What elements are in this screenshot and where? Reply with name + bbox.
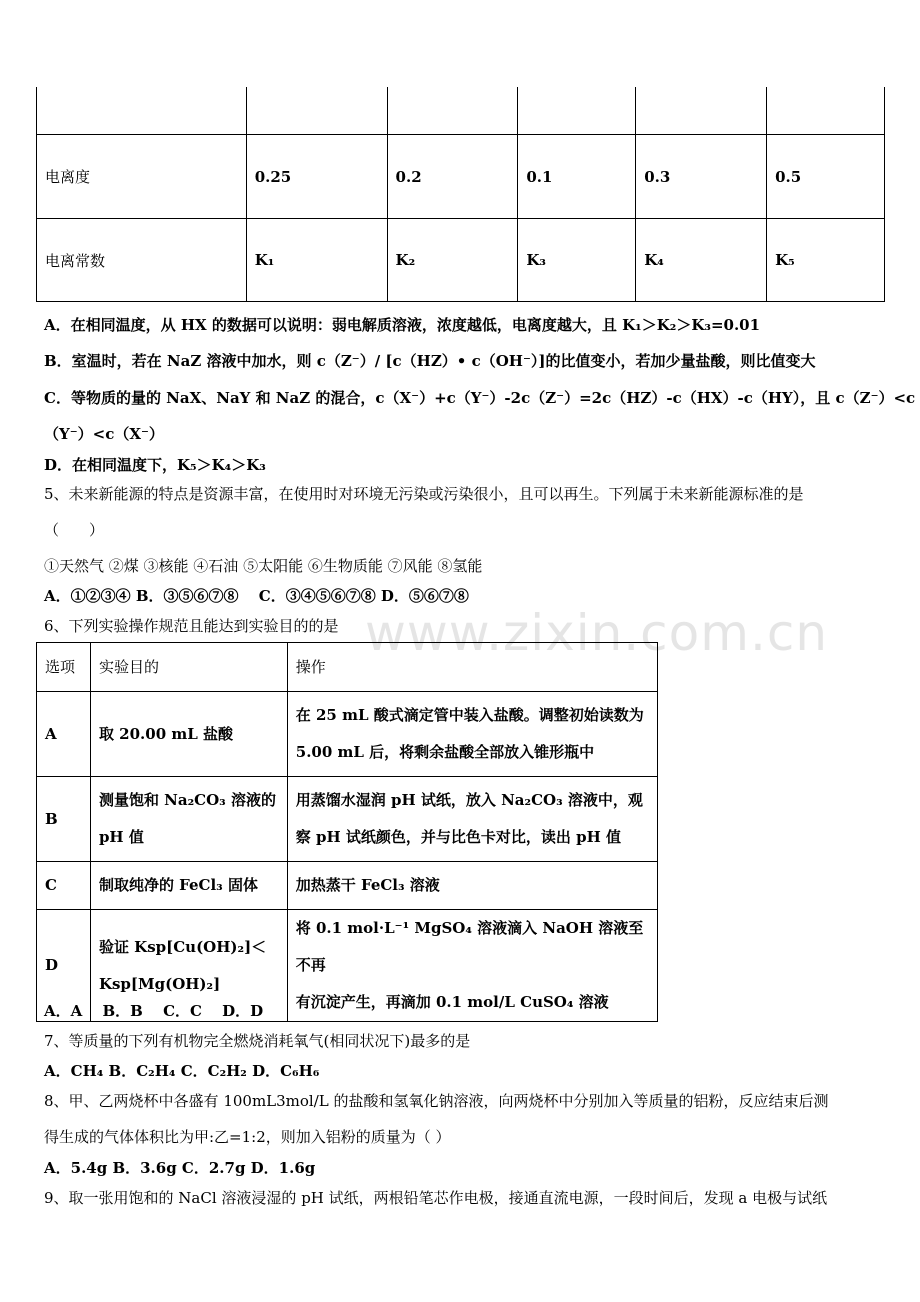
table-cell: [767, 87, 885, 135]
operation-line: 5.00 mL 后，将剩余盐酸全部放入锥形瓶中: [295, 743, 595, 761]
q6-options: A．A B．B C．C D．D: [44, 1002, 264, 1020]
operation-line: 在 25 mL 酸式滴定管中装入盐酸。调整初始读数为: [295, 706, 644, 724]
table-cell: K₄: [636, 219, 767, 302]
operation-line: 用蒸馏水湿润 pH 试纸，放入 Na₂CO₃ 溶液中，观: [295, 791, 643, 809]
goal-line: Ksp[Mg(OH)₂]: [98, 974, 221, 993]
q5-stem-line2: （ ）: [44, 521, 105, 539]
goal-cell: 制取纯净的 FeCl₃ 固体: [90, 862, 287, 910]
q4-option-b: B．室温时，若在 NaZ 溶液中加水，则 c（Z⁻）/ [c（HZ）• c（OH⁻）]的比值变小，若加少量盐酸，则比值变大: [44, 352, 816, 370]
watermark: www.zixin.com.cn: [365, 604, 829, 662]
goal-line: 验证 Ksp[Cu(OH)₂]＜: [98, 937, 267, 956]
goal-line: pH 值: [98, 828, 144, 846]
table-row: [37, 777, 658, 862]
header-cell: 选项: [37, 643, 91, 692]
option-key: D: [37, 910, 91, 1022]
q6-stem: 6、下列实验操作规范且能达到实验目的的是: [44, 617, 339, 635]
table-cell: [246, 87, 387, 135]
q5-options: A．①②③④ B．③⑤⑥⑦⑧ C．③④⑤⑥⑦⑧ D．⑤⑥⑦⑧: [44, 587, 469, 605]
table-cell: 电离常数: [37, 219, 247, 302]
ionization-table: [36, 87, 885, 302]
q9-stem-line1: 9、取一张用饱和的 NaCl 溶液浸湿的 pH 试纸，两根铅笔芯作电极，接通直流电源，一段时间后，发现 a 电极与试纸: [44, 1189, 828, 1207]
goal-cell: [90, 777, 287, 862]
operation-line: 有沉淀产生，再滴加 0.1 mol/L CuSO₄ 溶液: [295, 993, 609, 1011]
table-header-row: [37, 643, 658, 692]
table-row: [37, 87, 885, 135]
table-cell: [518, 87, 636, 135]
q4-option-c-line1: C．等物质的量的 NaX、NaY 和 NaZ 的混合，c（X⁻）+c（Y⁻）-2c（Z⁻）=2c（HZ）-c（HX）-c（HY），且 c（Z⁻）<c: [44, 389, 916, 407]
header-cell: 实验目的: [90, 643, 287, 692]
table-cell: K₃: [518, 219, 636, 302]
table-cell: 0.2: [387, 135, 518, 219]
operation-line: 察 pH 试纸颜色，并与比色卡对比，读出 pH 值: [295, 828, 621, 846]
goal-cell: 取 20.00 mL 盐酸: [90, 692, 287, 777]
operation-cell: [287, 910, 657, 1022]
table-cell: 电离度: [37, 135, 247, 219]
table-row: [37, 135, 885, 219]
q8-options: A．5.4g B．3.6g C．2.7g D．1.6g: [44, 1159, 316, 1177]
option-key: C: [37, 862, 91, 910]
q8-stem-line2: 得生成的气体体积比为甲:乙=1:2，则加入铝粉的质量为（ ）: [44, 1128, 451, 1146]
table-cell: 0.25: [246, 135, 387, 219]
option-key: A: [37, 692, 91, 777]
operation-line: 将 0.1 mol·L⁻¹ MgSO₄ 溶液滴入 NaOH 溶液至不再: [295, 919, 644, 974]
q5-stem-line1: 5、未来新能源的特点是资源丰富，在使用时对环境无污染或污染很小，且可以再生。下列属于未来新能源标准的是: [44, 485, 804, 503]
table-row: [37, 862, 658, 910]
table-cell: K₂: [387, 219, 518, 302]
table-row: [37, 692, 658, 777]
q5-items: ①天然气 ②煤 ③核能 ④石油 ⑤太阳能 ⑥生物质能 ⑦风能 ⑧氢能: [44, 557, 483, 575]
operation-cell: 加热蒸干 FeCl₃ 溶液: [287, 862, 657, 910]
experiment-table: [36, 642, 658, 1022]
q8-stem-line1: 8、甲、乙两烧杯中各盛有 100mL3mol/L 的盐酸和氢氧化钠溶液，向两烧杯中分别加入等质量的铝粉，反应结束后测: [44, 1092, 829, 1110]
table-cell: K₅: [767, 219, 885, 302]
table-cell: 0.1: [518, 135, 636, 219]
table-cell: [636, 87, 767, 135]
table-row: [37, 219, 885, 302]
operation-cell: [287, 692, 657, 777]
option-key: B: [37, 777, 91, 862]
q4-option-c-line2: （Y⁻）<c（X⁻）: [44, 425, 164, 443]
header-cell: 操作: [287, 643, 657, 692]
q7-stem: 7、等质量的下列有机物完全燃烧消耗氧气(相同状况下)最多的是: [44, 1032, 471, 1050]
q4-option-a: A．在相同温度，从 HX 的数据可以说明：弱电解质溶液，浓度越低，电离度越大，且 K₁＞K₂＞K₃=0.01: [44, 316, 761, 334]
table-cell: 0.5: [767, 135, 885, 219]
table-cell: K₁: [246, 219, 387, 302]
operation-cell: [287, 777, 657, 862]
table-cell: [387, 87, 518, 135]
q4-option-d: D．在相同温度下，K₅＞K₄＞K₃: [44, 456, 266, 474]
goal-line: 测量饱和 Na₂CO₃ 溶液的: [98, 791, 276, 809]
q7-options: A．CH₄ B．C₂H₄ C．C₂H₂ D．C₆H₆: [44, 1062, 320, 1080]
table-cell: 0.3: [636, 135, 767, 219]
table-cell: [37, 87, 247, 135]
